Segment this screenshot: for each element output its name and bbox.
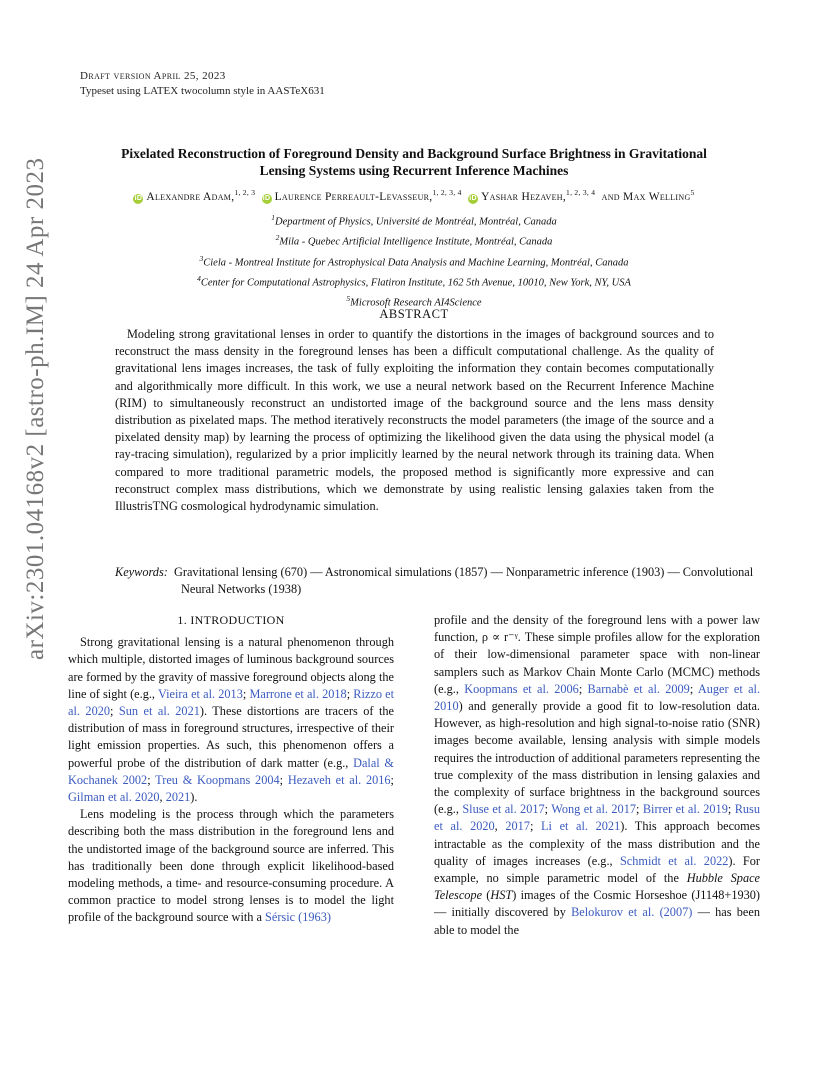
citation-link[interactable]: 2017 <box>505 819 530 834</box>
keywords-label: Keywords: <box>115 565 168 579</box>
citation-link[interactable]: Treu & Koopmans 2004 <box>155 772 280 787</box>
citation-link[interactable]: Belokurov et al. (2007) <box>571 905 693 920</box>
draft-version: Draft version April 25, 2023 <box>80 70 226 82</box>
text-run: ) images of the Cosmic Horseshoe (J1148+1930) — initially discovered by <box>434 888 761 920</box>
keywords-text: Gravitational lensing (670) — Astronomical simulations (1857) — Nonparametric inference (1903) — Convolutional Neural Networks (1938) <box>173 565 754 596</box>
text-run: profile and the density of the foreground lens with a power law function, ρ ∝ r⁻ᵞ. These simple profiles allow for the exploration of their low-dimensional parameter space with non-linear samplers such as Markov Chain Monte Carlo (MCMC) methods (e.g., <box>434 613 760 696</box>
text-run-italic: Hubble Space Telescope <box>434 871 761 903</box>
affiliation-text: Department of Physics, Université de Montréal, Montréal, Canada <box>275 216 557 228</box>
text-run: ; <box>147 772 156 787</box>
affiliation-text: Mila - Quebec Artificial Intelligence Institute, Montréal, Canada <box>279 236 553 248</box>
author-list <box>60 188 768 204</box>
affiliation-num: 1 <box>271 213 276 222</box>
citation-link[interactable]: Dalal & Kochanek 2002 <box>68 755 394 787</box>
author-affil-sup: 5 <box>690 188 695 197</box>
text-run: ) and generally provide a good fit to low-resolution data. However, as high-resolution and high signal-to-noise ratio (SNR) images become available, lensing analysis with simple models requires the introduction of additional parameters representing the true complexity of the mass distribution in lensing galaxies and the complexity of surface brightness in the background sources (e.g., <box>434 699 760 817</box>
text-run: ). For example, no simple parametric model of the <box>434 853 761 886</box>
text-run: ( <box>482 888 491 903</box>
citation-link[interactable]: Gilman et al. 2020 <box>68 790 160 805</box>
text-run: ; <box>346 686 354 701</box>
text-run: — has been able to model the <box>434 905 760 937</box>
orcid-icon[interactable]: iD <box>134 194 143 202</box>
orcid-icon[interactable]: iD <box>262 194 271 202</box>
text-run-italic: HST <box>490 888 513 903</box>
text-run: ; <box>242 686 250 701</box>
affiliation <box>60 210 768 230</box>
text-run: , <box>159 790 166 805</box>
typeset-line: Typeset using LATEX twocolumn style in AASTeX631 <box>80 85 325 97</box>
text-run: ; <box>689 681 698 696</box>
text-run: ; <box>279 772 288 787</box>
citation-link[interactable]: Schmidt et al. 2022 <box>619 853 729 868</box>
citation-link[interactable]: Li et al. 2021 <box>541 819 621 834</box>
citation-link[interactable]: 2021 <box>165 790 191 805</box>
text-run: ; <box>390 772 394 787</box>
citation-link[interactable]: Hezaveh et al. 2016 <box>287 772 391 787</box>
affiliation <box>60 271 768 291</box>
author-name: Laurence Perreault-Levasseur, <box>274 190 433 203</box>
text-run: ; <box>529 819 542 834</box>
citation-link[interactable]: Rusu et al. 2020 <box>434 802 760 834</box>
affiliation <box>60 230 768 250</box>
citation-link[interactable]: Sun et al. 2021 <box>118 704 200 719</box>
affiliation-text: Center for Computational Astrophysics, Flatiron Institute, 162 5th Avenue, 10010, New York, NY, USA <box>200 277 631 289</box>
paragraph <box>68 806 394 926</box>
affiliation-num: 5 <box>346 294 351 304</box>
citation-link[interactable]: Rizzo et al. 2020 <box>68 686 395 719</box>
author-affil-sup: 1, 2, 3, 4 <box>432 188 462 197</box>
abstract-heading: ABSTRACT <box>379 307 449 321</box>
author-affil-sup: 1, 2, 3 <box>234 188 256 197</box>
paragraph-continued <box>434 612 760 939</box>
paragraph <box>68 634 394 806</box>
text-run: ; <box>578 681 588 696</box>
author-name: Yashar Hezaveh, <box>481 190 567 203</box>
affiliation-num: 4 <box>197 273 201 283</box>
abstract-text: Modeling strong gravitational lenses in order to quantify the distortions in the images of background sources and to reconstruct the mass density in the foreground lenses has been a difficult computational challenge. As the quality of gravitational lens images increases, the task of fully exploiting the information they contain becomes computationally and algorithmically more difficult. In this work, we use a neural network based on the Recurrent Inference Machine (RIM) to simultaneously reconstruct an undistorted image of the background source and the lens mass density distribution as pixelated maps. The method iteratively reconstructs the model parameters (the image of the source and a pixelated density map) by learning the process of optimizing the likelihood given the data using the physical model (a ray-tracing simulation), regularized by a prior implicitly learned by the neural network through its training data. When compared to more traditional parametric models, the proposed method is significantly more expressive and can reconstruct complex mass distributions, which we demonstrate by using realistic lensing galaxies taken from the IllustrisTNG cosmological hydrodynamic simulation. <box>115 327 714 514</box>
title-line-2: Lensing Systems using Recurrent Inference Machines <box>259 163 569 178</box>
keywords <box>115 564 780 598</box>
citation-link[interactable]: Sérsic (1963) <box>265 910 331 925</box>
affiliation-text: Ciela - Montreal Institute for Astrophysical Data Analysis and Machine Learning, Montréal, Canada <box>203 257 629 269</box>
citation-link[interactable]: Marrone et al. 2018 <box>249 686 347 701</box>
text-run: ). This approach becomes intractable as the complexity of the mass distribution and the quality of images increases (e.g., <box>434 819 760 868</box>
affiliation <box>60 251 768 271</box>
intro-column-right <box>434 612 760 939</box>
affiliation-num: 3 <box>199 253 204 263</box>
citation-link[interactable]: Vieira et al. 2013 <box>157 686 243 701</box>
paper-title <box>60 145 768 179</box>
text-run: ; <box>544 802 552 817</box>
text-run: ; <box>636 802 643 817</box>
orcid-icon[interactable]: iD <box>469 194 477 202</box>
section-heading: 1. INTRODUCTION <box>177 613 285 627</box>
affiliation-text: Microsoft Research AI4Science <box>350 297 482 309</box>
title-line-1: Pixelated Reconstruction of Foreground Density and Background Surface Brightness in Gravitational <box>121 146 707 161</box>
citation-link[interactable]: Auger et al. 2010 <box>434 681 761 714</box>
author-name: and Max Welling <box>601 190 691 203</box>
draft-header <box>80 69 325 99</box>
affiliation-num: 2 <box>275 233 280 243</box>
text-run: ). <box>190 790 198 805</box>
affiliations <box>60 210 768 311</box>
citation-link[interactable]: Birrer et al. 2019 <box>642 802 728 817</box>
author-affil-sup: 1, 2, 3, 4 <box>566 188 596 197</box>
arxiv-sidebar-id: arXiv:2301.04168v2 [astro-ph.IM] 24 Apr 2023 <box>22 157 49 660</box>
text-run: ; <box>727 802 735 817</box>
citation-link[interactable]: Sluse et al. 2017 <box>462 802 545 817</box>
citation-link[interactable]: Koopmans et al. 2006 <box>464 681 579 696</box>
citation-link[interactable]: Wong et al. 2017 <box>551 802 636 817</box>
text-run: Strong gravitational lensing is a natural phenomenon through which multiple, distorted images of luminous background sources are formed by the gravity of massive foreground objects along the line of sight (e.g., <box>68 635 394 701</box>
citation-link[interactable]: Barnabè et al. 2009 <box>587 681 690 696</box>
text-run: , <box>494 819 506 834</box>
intro-column-left <box>68 612 394 927</box>
text-run: Lens modeling is the process through which the parameters describing both the mass distribution in the foreground lens and the undistorted image of the background source are inferred. This has traditionally been done through explicit likelihood-based modeling methods, a time- and resource-consuming procedure. A common practice to model strong lenses is to model the light profile of the background source with a <box>68 807 394 925</box>
author-name: Alexandre Adam, <box>146 190 235 203</box>
text-run: ; <box>110 704 119 719</box>
text-run: ). These distortions are tracers of the distribution of mass in foreground structures, irrespective of their light emission properties. As such, this phenomenon offers a powerful probe of the distribution of dark matter (e.g., <box>68 704 394 770</box>
